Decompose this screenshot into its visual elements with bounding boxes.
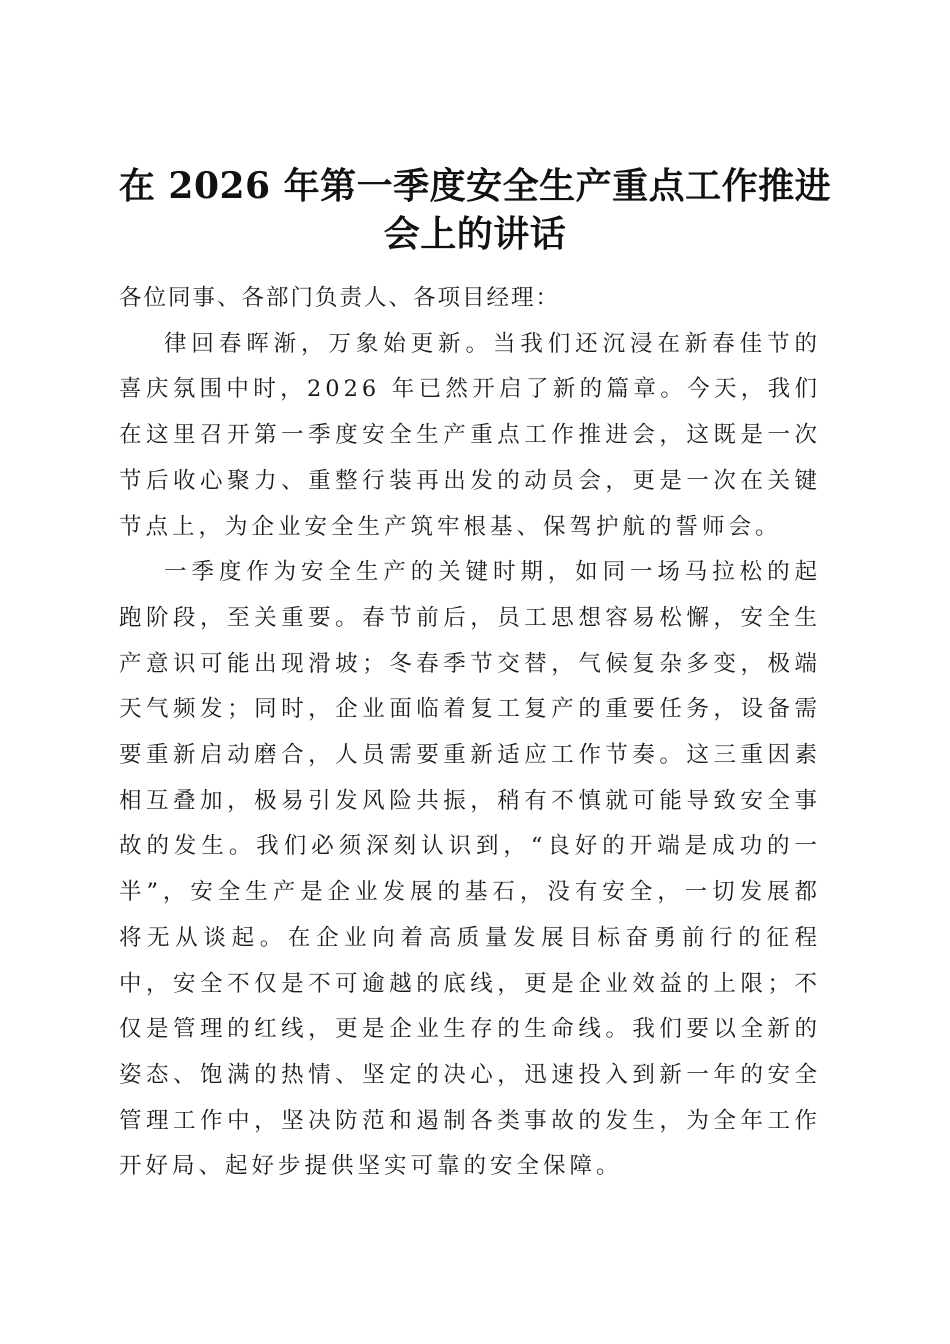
- document-title: 在 2026 年第一季度安全生产重点工作推进会上的讲话: [118, 165, 832, 256]
- document-body: [119, 276, 821, 1190]
- paragraph-2: 一季度作为安全生产的关键时期，如同一场马拉松的起跑阶段，至关重要。春节前后，员工思想容易松懈，安全生产意识可能出现滑坡；冬春季节交替，气候复杂多变，极端天气频发；同时，企业面临着复工复产的重要任务，设备需要重新启动磨合，人员需要重新适应工作节奏。这三重因素相互叠加，极易引发风险共振，稍有不慎就可能导致安全事故的发生。我们必须深刻认识到，“良好的开端是成功的一半”，安全生产是企业发展的基石，没有安全，一切发展都将无从谈起。在企业向着高质量发展目标奋勇前行的征程中，安全不仅是不可逾越的底线，更是企业效益的上限；不仅是管理的红线，更是企业生存的生命线。我们要以全新的姿态、饱满的热情、坚定的决心，迅速投入到新一年的安全管理工作中，坚决防范和遏制各类事故的发生，为全年工作开好局、起好步提供坚实可靠的安全保障。: [119, 559, 821, 1180]
- salutation: 各位同事、各部门负责人、各项目经理：: [119, 285, 561, 311]
- paragraph-1: 律回春晖渐，万象始更新。当我们还沉浸在新春佳节的喜庆氛围中时，2026 年已然开启了新的篇章。今天，我们在这里召开第一季度安全生产重点工作推进会，这既是一次节后收心聚力、重整行装再出发的动员会，更是一次在关键节点上，为企业安全生产筑牢根基、保驾护航的誓师会。: [119, 330, 821, 540]
